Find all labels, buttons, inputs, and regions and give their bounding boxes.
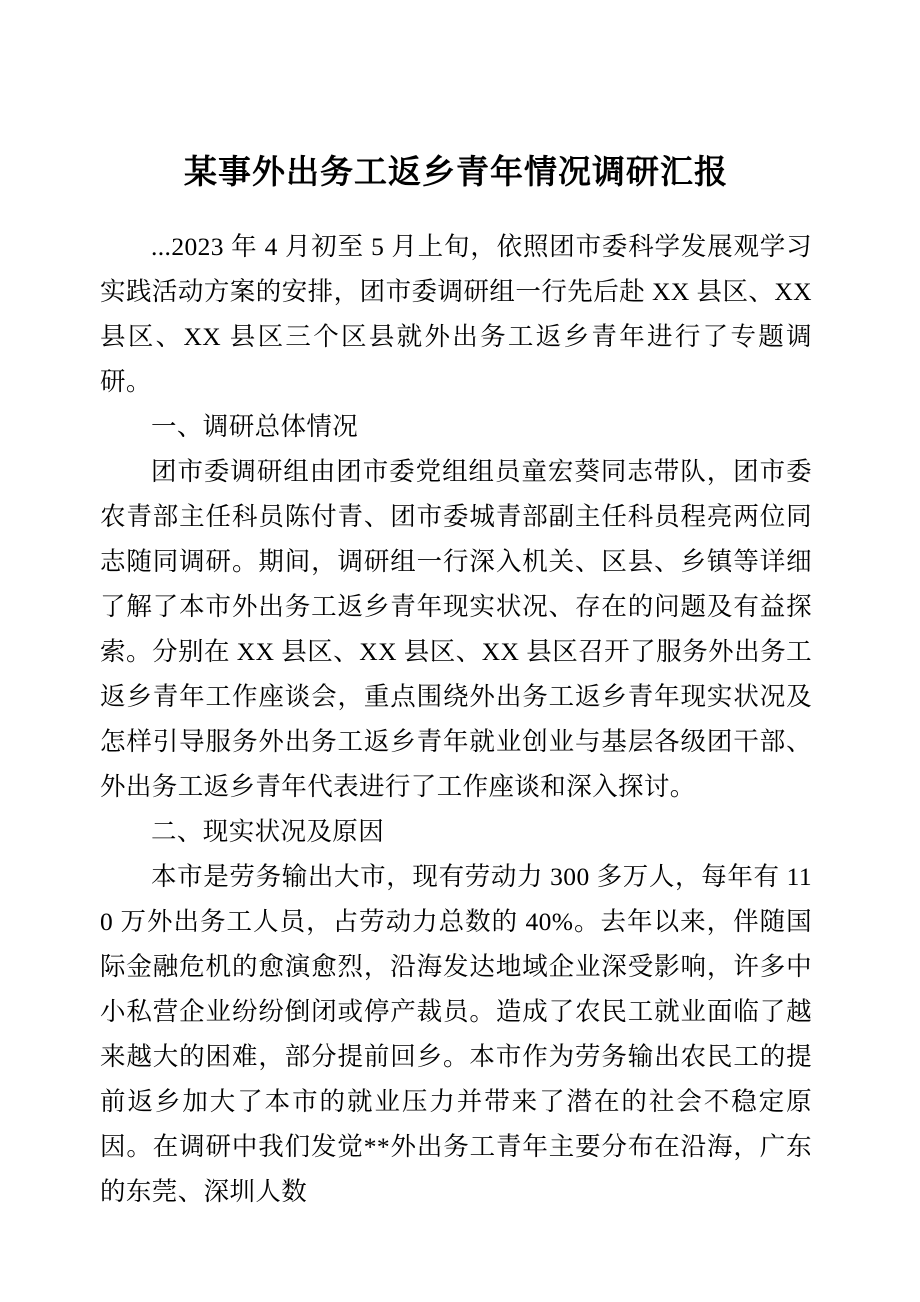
section-heading-2: 二、现实状况及原因 — [151, 817, 385, 846]
section-heading-1: 一、调研总体情况 — [151, 412, 359, 441]
paragraph-section-2: 本市是劳务输出大市，现有劳动力 300 多万人，每年有 110 万外出务工人员，占劳动力总数的 40%。去年以来，伴随国际金融危机的愈演愈烈，沿海发达地域企业深受影响，许多中小私营企业纷纷倒闭或停产裁员。造成了农民工就业面临了越来越大的困难，部分提前回乡。本市作为劳务输出农民工的提前返乡加大了本市的就业压力并带来了潜在的社会不稳定原因。在调研中我们发觉**外出务工青年主要分布在沿海，广东的东莞、深圳人数 — [100, 862, 812, 1206]
paragraph-intro: ...2023 年 4 月初至 5 月上旬，依照团市委科学发展观学习实践活动方案的安排，团市委调研组一行先后赴 XX 县区、XX 县区、XX 县区三个区县就外出务工返乡青年进行了专题调研。 — [100, 232, 812, 396]
document-title: 某事外出务工返乡青年情况调研汇报 — [184, 155, 728, 191]
paragraph-section-1: 团市委调研组由团市委党组组员童宏葵同志带队，团市委农青部主任科员陈付青、团市委城青部副主任科员程亮两位同志随同调研。期间，调研组一行深入机关、区县、乡镇等详细了解了本市外出务工返乡青年现实状况、存在的问题及有益探索。分别在 XX 县区、XX 县区、XX 县区召开了服务外出务工返乡青年工作座谈会，重点围绕外出务工返乡青年现实状况及怎样引导服务外出务工返乡青年就业创业与基层各级团干部、外出务工返乡青年代表进行了工作座谈和深入探讨。 — [100, 457, 812, 801]
